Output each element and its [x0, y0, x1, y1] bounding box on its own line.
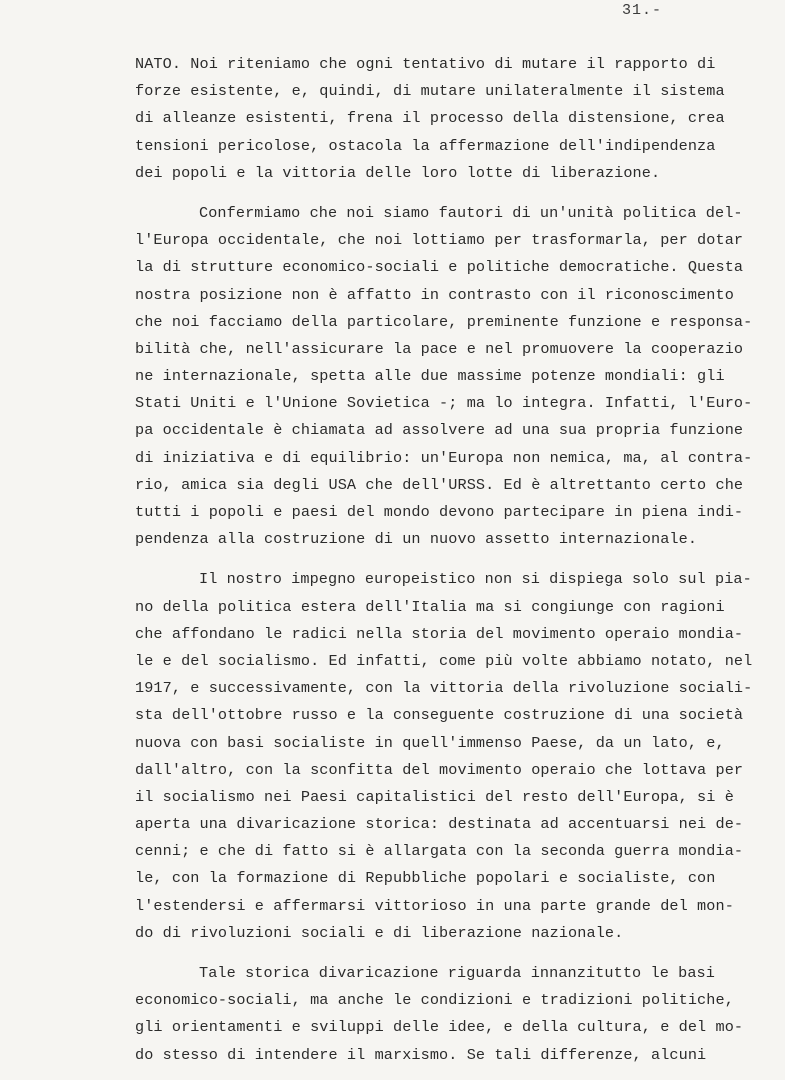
- text-line: ne internazionale, spetta alle due massime potenze mondiali: gli: [135, 367, 725, 386]
- text-line: do stesso di intendere il marxismo. Se tali differenze, alcuni: [135, 1045, 707, 1064]
- paragraph-gap: [135, 947, 775, 960]
- text-line: economico-sociali, ma anche le condizioni e tradizioni politiche,: [135, 991, 734, 1010]
- text-line: bilità che, nell'assicurare la pace e nel promuovere la cooperazio: [135, 339, 744, 358]
- text-line: tensioni pericolose, ostacola la affermazione dell'indipendenza: [135, 136, 716, 155]
- text-line: dall'altro, con la sconfitta del movimento operaio che lottava per: [135, 760, 744, 779]
- text-line: gli orientamenti e sviluppi delle idee, e della cultura, e del mo-: [135, 1018, 744, 1037]
- paragraph-3: [135, 566, 775, 947]
- page-number: 31.-: [622, 2, 663, 19]
- text-line: Tale storica divaricazione riguarda innanzitutto le basi: [199, 964, 715, 982]
- text-line: la di strutture economico-sociali e politiche democratiche. Questa: [135, 258, 744, 277]
- text-line: che affondano le radici nella storia del movimento operaio mondia-: [135, 624, 744, 643]
- text-line: l'Europa occidentale, che noi lottiamo per trasformarla, per dotar: [135, 231, 744, 250]
- text-line: di iniziativa e di equilibrio: un'Europa non nemica, ma, al contra-: [135, 448, 753, 467]
- text-line: aperta una divaricazione storica: destinata ad accentuarsi nei de-: [135, 815, 744, 834]
- text-line: dei popoli e la vittoria delle loro lotte di liberazione.: [135, 163, 661, 182]
- text-line: do di rivoluzioni sociali e di liberazione nazionale.: [135, 923, 624, 942]
- text-line: il socialismo nei Paesi capitalistici del resto dell'Europa, si è: [135, 787, 734, 806]
- text-line: Il nostro impegno europeistico non si dispiega solo sul pia-: [199, 570, 752, 589]
- text-line: che noi facciamo della particolare, preminente funzione e responsa-: [135, 312, 753, 331]
- text-line: no della politica estera dell'Italia ma si congiunge con ragioni: [135, 597, 725, 616]
- text-line: sta dell'ottobre russo e la conseguente costruzione di una società: [135, 706, 744, 725]
- paragraph-1: [135, 51, 775, 187]
- paragraph-gap: [135, 553, 775, 566]
- text-line: Confermiamo che noi siamo fautori di un'unità politica del-: [199, 203, 743, 222]
- text-line: nuova con basi socialiste in quell'immenso Paese, da un lato, e,: [135, 733, 725, 752]
- text-line: NATO. Noi riteniamo che ogni tentativo di mutare il rapporto di: [135, 55, 716, 73]
- text-line: pa occidentale è chiamata ad assolvere ad una sua propria funzione: [135, 421, 744, 440]
- text-line: di alleanze esistenti, frena il processo della distensione, crea: [135, 109, 725, 128]
- text-line: nostra posizione non è affatto in contrasto con il riconoscimento: [135, 285, 734, 304]
- text-line: cenni; e che di fatto si è allargata con la seconda guerra mondia-: [135, 842, 744, 861]
- text-line: forze esistente, e, quindi, di mutare unilateralmente il sistema: [135, 82, 725, 101]
- text-line: l'estendersi e affermarsi vittorioso in una parte grande del mon-: [135, 896, 734, 915]
- text-line: tutti i popoli e paesi del mondo devono partecipare in piena indi-: [135, 503, 744, 521]
- paragraph-4: [135, 960, 775, 1069]
- paragraph-2: [135, 200, 775, 553]
- text-line: le, con la formazione di Repubbliche popolari e socialiste, con: [135, 869, 716, 888]
- text-line: rio, amica sia degli USA che dell'URSS. Ed è altrettanto certo che: [135, 475, 744, 494]
- text-line: le e del socialismo. Ed infatti, come più volte abbiamo notato, nel: [135, 651, 753, 670]
- body-text: [135, 51, 775, 1069]
- text-line: pendenza alla costruzione di un nuovo assetto internazionale.: [135, 530, 698, 549]
- text-line: Stati Uniti e l'Unione Sovietica -; ma lo integra. Infatti, l'Euro-: [135, 394, 753, 413]
- paragraph-gap: [135, 187, 775, 200]
- text-line: 1917, e successivamente, con la vittoria della rivoluzione sociali-: [135, 679, 753, 698]
